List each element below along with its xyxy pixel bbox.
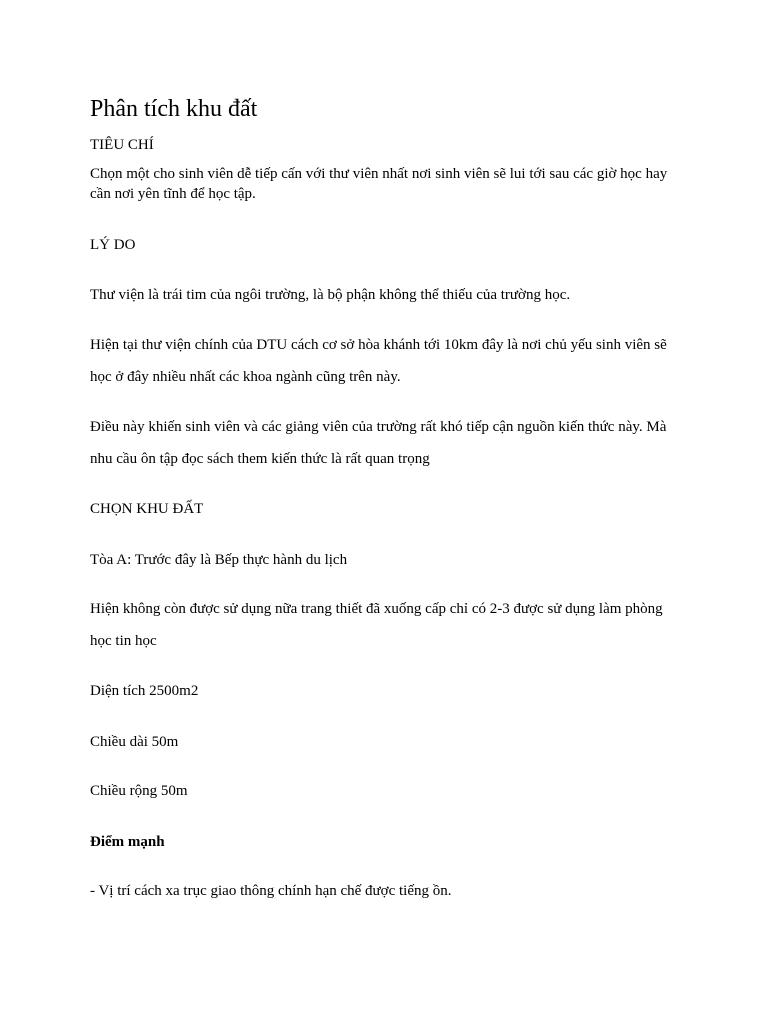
strength-item-1: - Vị trí cách xa trục giao thông chính hạn chế được tiếng ồn.	[90, 883, 452, 899]
site-selection-heading: CHỌN KHU ĐẤT	[90, 501, 204, 517]
reason-paragraph-3-line-1: Điều này khiến sinh viên và các giảng viên của trường rất khó tiếp cận nguồn kiến thức này. Mà	[90, 419, 667, 435]
building-status-line-1: Hiện không còn được sử dụng nữa trang thiết đã xuống cấp chỉ có 2-3 được sử dụng làm phòng	[90, 601, 663, 617]
criteria-text-line-2: cần nơi yên tĩnh để học tập.	[90, 186, 256, 202]
reason-paragraph-3-line-2: nhu cầu ôn tập đọc sách them kiến thức là rất quan trọng	[90, 451, 430, 467]
reason-heading: LÝ DO	[90, 237, 136, 253]
document-title: Phân tích khu đất	[90, 96, 258, 122]
site-area: Diện tích 2500m2	[90, 683, 199, 699]
reason-paragraph-2-line-2: học ở đây nhiều nhất các khoa ngành cũng trên này.	[90, 369, 401, 385]
strengths-heading: Điểm mạnh	[90, 834, 165, 850]
reason-paragraph-2-line-1: Hiện tại thư viện chính của DTU cách cơ sở hòa khánh tới 10km đây là nơi chủ yếu sinh viên sẽ	[90, 337, 667, 353]
reason-paragraph-1: Thư viện là trái tim của ngôi trường, là bộ phận không thể thiếu của trường học.	[90, 287, 571, 303]
site-width: Chiều rộng 50m	[90, 783, 188, 799]
building-status-line-2: học tin học	[90, 633, 157, 649]
site-length: Chiều dài 50m	[90, 734, 179, 750]
criteria-text-line-1: Chọn một cho sinh viên dễ tiếp cấn với thư viên nhất nơi sinh viên sẽ lui tới sau các giờ học hay	[90, 166, 668, 182]
building-a-description: Tòa A: Trước đây là Bếp thực hành du lịch	[90, 552, 348, 568]
criteria-heading: TIÊU CHÍ	[90, 137, 154, 153]
